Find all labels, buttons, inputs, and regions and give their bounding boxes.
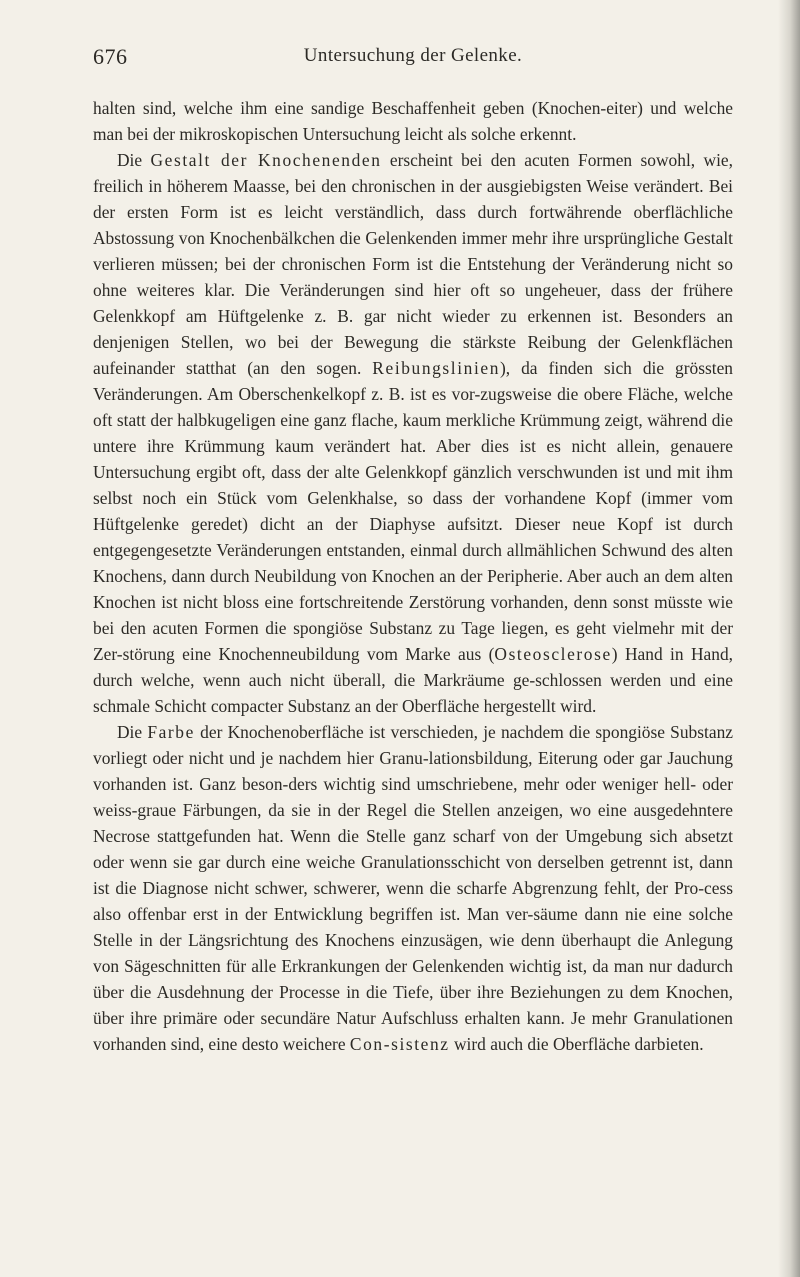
text-run: Die [117, 722, 148, 742]
page-number: 676 [93, 44, 128, 69]
emphasized-term: Con-sistenz [349, 1034, 450, 1054]
emphasized-term: Reibungslinien [372, 358, 501, 378]
body-text [93, 95, 733, 1057]
text-run: ), da finden sich die grössten Veränderungen. Am Oberschenkelkopf z. B. ist es vor-zugsweise die obere Fläche, welche oft statt der halbkugeligen eine ganz flache, kaum merkliche Krümmung zeigt, während die untere ihre Krümmung kaum verändert hat. Aber dies ist es nicht allein, genauere Untersuchung ergibt oft, dass der alte Gelenkkopf gänzlich verschwunden ist und mit ihm selbst noch ein Stück vom Gelenkhalse, so dass der vorhandene Kopf (immer vom Hüftgelenke geredet) dicht an der Diaphyse aufsitzt. Dieser neue Kopf ist durch entgegengesetzte Veränderungen entstanden, einmal durch allmählichen Schwund des alten Knochens, dann durch Neubildung von Knochen an der Peripherie. Aber auch an dem alten Knochen ist nicht bloss eine fortschreitende Zerstörung vorhanden, denn sonst müsste wie bei den acuten Formen die spongiöse Substanz zu Tage liegen, es geht vielmehr mit der Zer-störung eine Knochenneubildung vom Marke aus ( [93, 358, 733, 664]
text-run: halten sind, welche ihm eine sandige Beschaffenheit geben (Knochen-eiter) und welche man bei der mikroskopischen Untersuchung leicht als solche erkennt. [93, 98, 733, 144]
paragraph-2 [93, 147, 733, 719]
running-title: Untersuchung der Gelenke. [303, 45, 523, 66]
text-run: ) Hand in Hand, durch welche, wenn auch nicht überall, die Markräume ge-schlossen werden und eine schmale Schicht compacter Substanz an der Oberfläche hergestellt wird. [93, 644, 733, 716]
text-run: erscheint bei den acuten Formen sowohl, wie, freilich in höherem Maasse, bei den chronischen in der ausgiebigsten Weise verändert. Bei der ersten Form ist es leicht verständlich, dass durch fortwährende oberflächliche Abstossung von Knochenbälkchen die Gelenkenden immer mehr ihre ursprüngliche Gestalt verlieren müssen; bei der chronischen Form ist die Entstehung der Veränderung nicht so ohne weiteres klar. Die Veränderungen sind hier oft so ungeheuer, dass der frühere Gelenkkopf am Hüftgelenke z. B. gar nicht wieder zu erkennen ist. Besonders an denjenigen Stellen, wo bei der Bewegung die stärkste Reibung der Gelenkflächen aufeinander statthat (an den sogen. [93, 150, 733, 378]
page-header [93, 44, 733, 74]
emphasized-term: Gestalt der Knochenenden [150, 150, 382, 170]
emphasized-term: Osteosclerose [494, 644, 612, 664]
paragraph-1 [93, 95, 733, 147]
paragraph-3 [93, 719, 733, 1057]
text-run: wird auch die Oberfläche darbieten. [449, 1034, 704, 1054]
emphasized-term: Farbe [147, 722, 195, 742]
text-run: der Knochenoberfläche ist verschieden, je nachdem die spongiöse Substanz vorliegt oder nicht und je nachdem hier Granu-lationsbildung, Eiterung oder gar Jauchung vorhanden ist. Ganz beson-ders wichtig sind umschriebene, mehr oder weniger hell- oder weiss-graue Färbungen, da sie in der Regel die Stellen anzeigen, wo eine ausgedehntere Necrose stattgefunden hat. Wenn die Stelle ganz scharf von der Umgebung sich absetzt oder wenn sie gar durch eine weiche Granulationsschicht von derselben getrennt ist, dann ist die Diagnose nicht schwer, schwerer, wenn die scharfe Abgrenzung fehlt, der Pro-cess also offenbar erst in der Entwicklung begriffen ist. Man ver-säume dann nie eine solche Stelle in der Längsrichtung des Knochens einzusägen, wie denn überhaupt die Anlegung von Sägeschnitten für alle Erkrankungen der Gelenkenden wichtig ist, da man nur dadurch über die Ausdehnung der Processe in die Tiefe, über ihre Beziehungen zu dem Knochen, über ihre primäre oder secundäre Natur Aufschluss erhalten kann. Je mehr Granulationen vorhanden sind, eine desto weichere [93, 722, 733, 1054]
text-run: Die [117, 150, 151, 170]
page-edge-shadow [778, 0, 800, 1277]
